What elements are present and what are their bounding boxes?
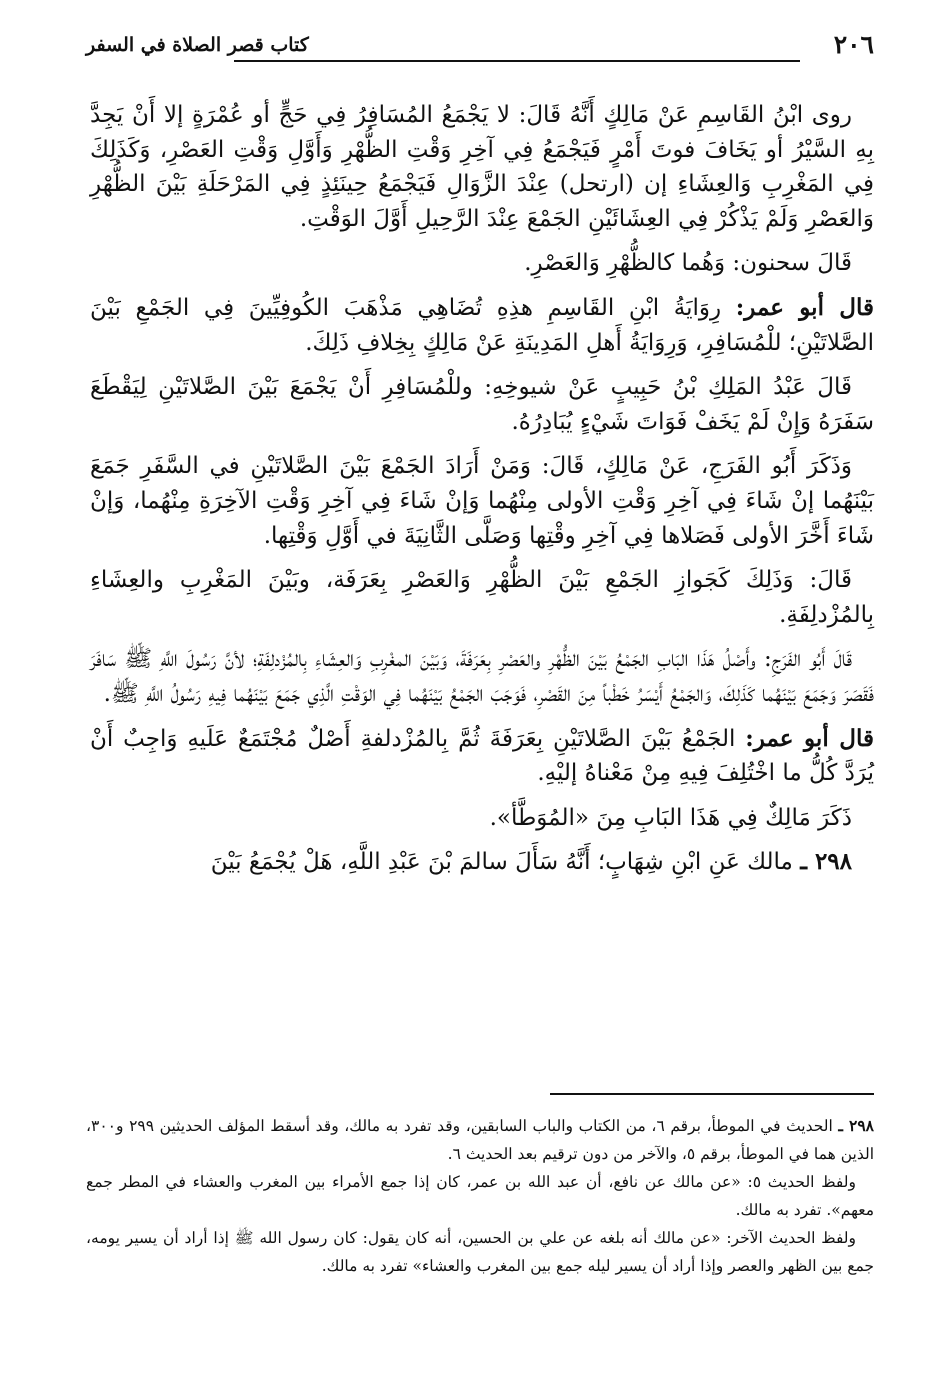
footnotes [86,1112,874,1280]
paragraph-lead: قال أبو عمر: [735,293,875,321]
paragraph-4 [90,370,874,439]
paragraph-text: روى ابْنُ القَاسِمِ عَنْ مَالِكٍ أَنَّهُ قَالَ: لا يَجْمَعُ المُسَافِرُ فِي حَجٍّ أو عُمْرَةٍ إلا أَنْ يَجِدَّ بِهِ السَّيْرُ أو يَخَافَ فوتَ أَمْرٍ فَيَجْمَعُ فِي آخِرِ وَقْتِ الظُّهْرِ وَأَوَّلِ وَقْتِ العَصْرِ، وَكَذَلِكَ فِي المَغْرِبِ وَالعِشَاءِ إن (ارتحل) عِنْدَ الزَّوَالِ فَيَجْمَعُ حِينَئِذٍ فِي المَرْحَلَةِ بَيْنَ الظُّهْرِ وَالعَصْرِ وَلَمْ يَذْكُرْ فِي العِشَائَيْنِ الجَمْعَ عِنْدَ الرَّحِيلِ أَوَّلَ الوَقْتِ. [90,102,874,232]
paragraph-2 [90,246,874,281]
header-rule [234,60,800,62]
paragraph-6 [90,563,874,632]
paragraph-text: وَذَكَرَ أَبُو الفَرَجِ، عَنْ مَالِكٍ، قَالَ: وَمَنْ أَرَادَ الجَمْعَ بَيْنَ الصَّلاتَيْنِ في السَّفَرِ جَمَعَ بَيْنَهُما إنْ شَاءَ فِي آخِرِ وَقْتِ الأولى مِنْهُما وَإنْ شَاءَ فِي آخِرِ وَقْتِ الآخِرَةِ مِنْهُما، وَإنْ شَاءَ أَخَّرَ الأولى فَصَلاها فِي آخِرِ وقْتِها وَصَلَّى الثَّانِيَةَ في أَوَّلِ وَقْتِها. [90,453,874,549]
paragraph-text: الجَمْعُ بَيْنَ الصَّلاتَيْنِ بِعَرَفَةَ ثُمَّ بِالمُزْدلفةِ أَصْلٌ مُجْتَمَعٌ عَلَيهِ وَاجِبٌ أَنْ يُرَدَّ كُلُّ ما اخْتُلِفَ فِيهِ مِنْ مَعْناهُ إليْهِ. [90,725,874,787]
book-title: كتاب قصر الصلاة في السفر [86,34,309,56]
paragraph-lead: قال أبو عمر: [745,724,875,752]
paragraph-9 [90,801,874,836]
footnote-2 [86,1168,874,1224]
page-number: ٢٠٦ [833,30,874,59]
paragraph-8 [90,722,874,791]
footnote-separator [550,1093,874,1095]
paragraph-text: قَالَ سحنون: وَهُما كالظُّهْرِ وَالعَصْرِ. [524,250,852,277]
paragraph-text: مالك عَنِ ابْنِ شِهَابٍ؛ أَنَّهُ سَأَلَ سالمَ بْنَ عَبْدِ اللَّهِ، هَلْ يُجْمَعُ بَيْنَ [210,849,793,876]
hadith-number: ٢٩٨ ـ [800,848,852,876]
paragraph-1 [90,98,874,236]
main-text [90,98,874,890]
paragraph-text: قَالَ عَبْدُ المَلِكِ بْنُ حَبِيبٍ عَنْ شيوخِهِ: وللْمُسَافِرِ أَنْ يَجْمَعَ بَيْنَ الصَّلاتَيْنِ لِيَقْطَعَ سَفَرَهُ وَإِنْ لَمْ يَخَفْ فَوَاتَ شَيْءٍ يُبَادِرُهُ. [90,374,874,435]
paragraph-5 [90,449,874,553]
footnote-1 [86,1112,874,1168]
footnote-text: ولفظ الحديث ٥: «عن مالك عن نافع، أن عبد الله بن عمر، كان إذا جمع الأمراء بين المغرب والعشاء في المطر جمع معهم». تفرد به مالك. [86,1173,874,1219]
footnote-number: ٢٩٨ ـ [838,1116,874,1135]
paragraph-7 [90,642,874,711]
running-header [86,26,874,66]
footnote-3 [86,1224,874,1280]
footnote-text: ولفظ الحديث الآخر: «عن مالك أنه بلغه عن علي بن الحسين، أنه كان يقول: كان رسول الله ﷺ إذا أراد أن يسير يومه، جمع بين الظهر والعصر وإذا أراد أن يسير ليله جمع بين المغرب والعشاء» تفرد به مالك. [86,1229,874,1275]
paragraph-3 [90,291,874,360]
paragraph-text: قَالَ: وَذَلِكَ كَجَوازِ الجَمْعِ بَيْنَ الظُّهْرِ وَالعَصْرِ بِعَرَفَة، وبَيْنَ المَغْرِبِ والعِشَاءِ بِالمُزْدلِفَةِ. [90,567,874,628]
paragraph-text: رِوَايَةُ ابْنِ القَاسِمِ هذِهِ تُضَاهِي مَذْهَبَ الكُوفِيِّينَ فِي الجَمْعِ بَيْنَ الصَّلاتَيْنِ؛ للْمُسَافِرِ، وَرِوَايَةُ أَهلِ المَدِينَةِ عَنْ مَالِكٍ بِخِلافِ ذَلِكَ. [90,294,874,356]
footnote-text: الحديث في الموطأ، برقم ٦، من الكتاب والباب السابقين، وقد تفرد به مالك، وقد أسقط المؤلف الحديثين ٢٩٩ و٣٠٠، الذين هما في الموطأ، برقم ٥، والآخر من دون ترقيم بعد الحديث ٦. [86,1117,874,1163]
paragraph-10 [90,845,874,880]
paragraph-text: ذَكَرَ مَالِكٌ فِي هَذَا البَابِ مِنَ «المُوَطَّأ». [489,804,852,831]
paragraph-text: قَالَ أَبُو الفَرَجِ: وأَصْلُ هَذَا البَابِ الجَمْعُ بَيْنَ الظُّهْرِ والعَصْرِ بِعَرَفَةَ، وَبَيْنَ المغْرِبِ وَالعِشَاءِ بِالمُزْدلِفَةِ؛ لأنَّ رَسُولَ اللَّهِ ﷺ سَافَرَ فَقَصَرَ وَجَمَعَ بَيْنَهُما كَذَلِكَ، وَالجَمْعُ أَيْسَرُ خَطْباً مِنَ القَصْرِ، فَوَجَبَ الجَمْعُ بَيْنَهُما فِي الوَقْتِ الَّذِي جَمَعَ بَيْنَهُما فِيهِ رَسُولُ اللَّهِ ﷺ. [90,646,874,707]
